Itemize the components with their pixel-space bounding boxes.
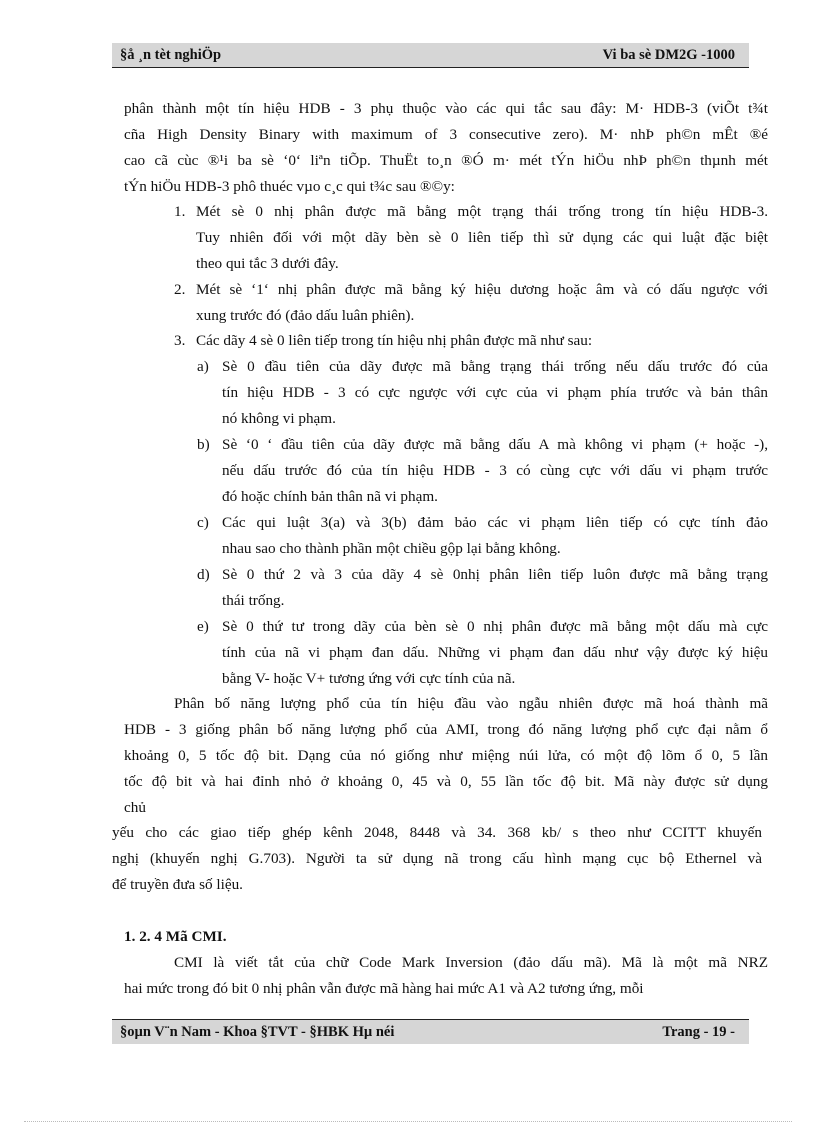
text-line: Mét sè ‘1‘ nhị phân được mã bằng ký hiệu dương hoặc âm và có dấu ngược với bbox=[196, 281, 768, 298]
text-line: Tuy nhiên đối với một dãy bèn sè 0 liên tiếp thì sử dụng các qui luật đặc biệt bbox=[196, 229, 768, 246]
text-line: chủ bbox=[124, 799, 146, 816]
text-line: Sè 0 thứ 2 và 3 của dãy 4 sè 0nhị phân liên tiếp luôn được mã bằng trạng bbox=[222, 566, 768, 583]
text-line: Phân bố năng lượng phổ của tín hiệu đầu vào ngẫu nhiên được mã hoá thành mã bbox=[174, 695, 768, 712]
text-line: cña High Density Binary with maximum of 3 consecutive zero). M· nhÞ ph©n mÊt ®é bbox=[124, 126, 768, 143]
page-number: Trang - 19 - bbox=[662, 1023, 735, 1040]
rule-number: 1. bbox=[174, 203, 186, 220]
page-header bbox=[112, 43, 749, 68]
text-line: khoảng 0, 5 tốc độ bit. Dạng của nó giống như miệng núi lửa, có một độ lõm ổ 0, 5 lần bbox=[124, 747, 768, 764]
text-line: yếu cho các giao tiếp ghép kênh 2048, 8448 và 34. 368 kb/ s theo như CCITT khuyến bbox=[112, 824, 762, 841]
text-line: cao cã cùc ®¹i ba sè ‘0‘ liªn tiÕp. ThuËt to¸n ®Ó m· mét tÝn hiÖu nhÞ ph©n thµnh mét bbox=[124, 152, 768, 169]
text-line: nghị (khuyến nghị G.703). Người ta sử dụng nã trong cấu hình mạng cục bộ Ethernel và bbox=[112, 850, 762, 867]
page-bottom-divider bbox=[24, 1121, 792, 1122]
text-line: Sè 0 thứ tư trong dãy của bèn sè 0 nhị phân được mã bằng một dấu mà cực bbox=[222, 618, 768, 635]
page-footer bbox=[112, 1019, 749, 1044]
text-line: nếu dấu trước đó của tín hiệu HDB - 3 có cùng cực với dấu vi phạm trước bbox=[222, 462, 768, 479]
text-line: Các dãy 4 sè 0 liên tiếp trong tín hiệu nhị phân được mã như sau: bbox=[196, 332, 593, 349]
text-line: Sè ‘0 ‘ đầu tiên của dãy được mã bằng dấu A mà không vi phạm (+ hoặc -), bbox=[222, 436, 768, 453]
text-line: Sè 0 đầu tiên của dãy được mã bằng trạng thái trống nếu dấu trước đó của bbox=[222, 358, 768, 375]
rule-number: 3. bbox=[174, 332, 186, 349]
text-line: HDB - 3 giống phân bố năng lượng phổ của AMI, trong đó năng lượng phổ cực đại nằm ổ bbox=[124, 721, 768, 738]
text-line: tín hiệu HDB - 3 có cực ngược với cực của vi phạm phía trước và bản thân bbox=[222, 384, 768, 401]
subrule-label: e) bbox=[197, 618, 209, 635]
text-line: theo qui tắc 3 dưới đây. bbox=[196, 255, 339, 272]
text-line: để truyền đưa số liệu. bbox=[112, 876, 243, 893]
text-line: xung trước đó (đảo dấu luân phiên). bbox=[196, 307, 415, 324]
subrule-label: c) bbox=[197, 514, 209, 531]
subrule-label: a) bbox=[197, 358, 209, 375]
text-line: tÝn hiÖu HDB-3 phô thuéc vµo c¸c qui t¾c sau ®©y: bbox=[124, 178, 455, 195]
text-line: đó hoặc chính bản thân nã vi phạm. bbox=[222, 488, 438, 505]
footer-author: §oµn V¨n Nam - Khoa §TVT - §HBK Hµ néi bbox=[120, 1023, 395, 1040]
text-line: CMI là viết tắt của chữ Code Mark Inversion (đảo dấu mã). Mã là một mã NRZ bbox=[174, 954, 768, 971]
subrule-label: b) bbox=[197, 436, 210, 453]
text-line: tốc độ bit và hai đỉnh nhỏ ở khoảng 0, 45 và 0, 55 lần tốc độ bit. Mã này được sử dụng bbox=[124, 773, 768, 790]
section-heading: 1. 2. 4 Mã CMI. bbox=[124, 928, 227, 945]
text-line: phân thành một tín hiệu HDB - 3 phụ thuộc vào các qui tắc sau đây: M· HDB-3 (viÕt t¾t bbox=[124, 100, 768, 117]
subrule-label: d) bbox=[197, 566, 210, 583]
text-line: nó không vi phạm. bbox=[222, 410, 336, 427]
text-line: nhau sao cho thành phần một chiều gộp lại bằng không. bbox=[222, 540, 561, 557]
text-line: thái trống. bbox=[222, 592, 285, 609]
header-left-title: §å ¸n tèt nghiÖp bbox=[120, 46, 222, 63]
text-line: hai mức trong đó bit 0 nhị phân vẫn được mã hàng hai mức A1 và A2 tương ứng, mỗi bbox=[124, 980, 644, 997]
text-line: Mét sè 0 nhị phân được mã bằng một trạng thái trống trong tín hiệu HDB-3. bbox=[196, 203, 768, 220]
header-right-title: Vi ba sè DM2G -1000 bbox=[602, 46, 735, 63]
text-line: Các qui luật 3(a) và 3(b) đảm bảo các vi phạm liên tiếp có cực tính đảo bbox=[222, 514, 768, 531]
text-line: bằng V- hoặc V+ tương ứng với cực tính của nã. bbox=[222, 670, 516, 687]
text-line: tính của nã vi phạm đan dấu. Những vi phạm đan dấu như vậy được ký hiệu bbox=[222, 644, 768, 661]
rule-number: 2. bbox=[174, 281, 186, 298]
